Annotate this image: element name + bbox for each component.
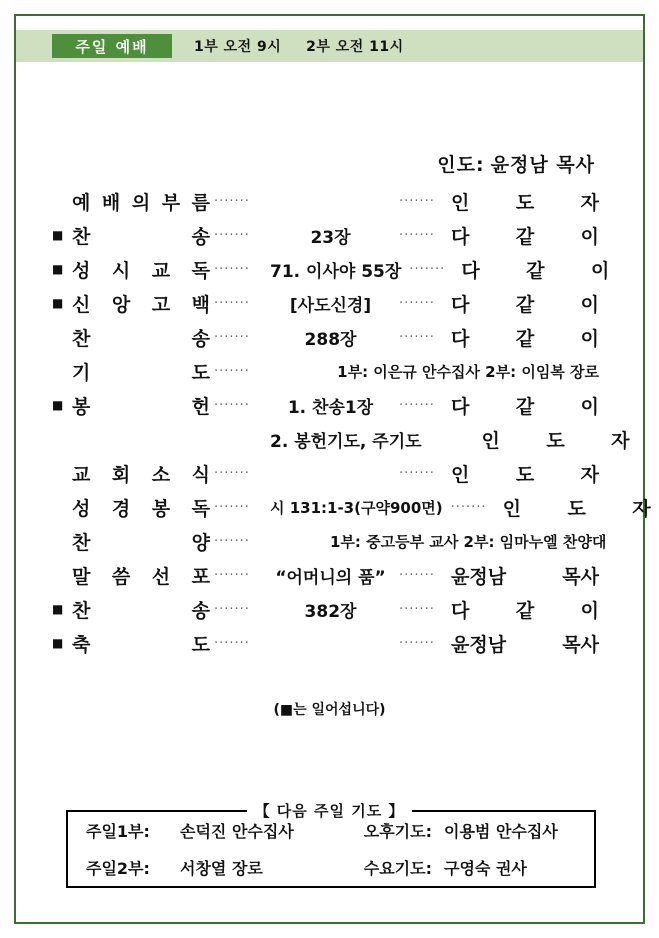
leader-dots-right: ······· (399, 601, 435, 617)
order-row (16, 558, 643, 592)
leader-dots-left: ······· (214, 261, 250, 277)
leader-dots-right: ······· (399, 329, 435, 345)
worship-leader (437, 150, 595, 177)
standing-note: (■는 일어섭니다) (273, 702, 386, 718)
order-item-assignee: 다 같 이 (451, 395, 599, 418)
order-item-assignee: 인 도 자 (481, 429, 630, 452)
order-item-label: 찬 송 (72, 327, 210, 350)
prayer-slot-person: 서창열 장로 (180, 859, 263, 878)
leader-dots-left: ······· (214, 635, 250, 651)
leader-dots-right: ······· (399, 193, 435, 209)
order-item-label: 말 씀 선 포 (72, 565, 210, 588)
prayer-slot-label: 주일1부: (86, 822, 150, 841)
order-item-detail: 시 131:1-3(구약900면) (270, 498, 443, 517)
prayer-slot-person: 구영숙 권사 (444, 859, 527, 878)
order-item-assignee (451, 630, 599, 657)
order-item-label: 성 경 봉 독 (72, 497, 210, 520)
assignee-name: 윤정남 (451, 565, 507, 588)
order-item-label: 찬 송 (72, 599, 210, 622)
order-item-label: 교 회 소 식 (72, 463, 210, 486)
leader-dots-right: ······· (399, 295, 435, 311)
order-item-assignee: 1부: 이은규 안수집사 2부: 이임복 장로 (337, 362, 599, 381)
leader-dots-right: ······· (399, 397, 435, 413)
leader-dots-left: ······· (214, 193, 250, 209)
leader-dots-left: ······· (214, 499, 250, 515)
order-item-detail: 382장 (304, 601, 357, 622)
order-item-label: 축 도 (72, 633, 210, 656)
order-item-assignee: 1부: 중고등부 교사 2부: 임마누엘 찬양대 (330, 532, 607, 551)
leader-dots-left: ······· (214, 533, 250, 549)
order-item-assignee: 다 같 이 (451, 225, 599, 248)
standing-square-icon: ■ (52, 296, 64, 310)
order-item-assignee: 인 도 자 (451, 191, 599, 214)
order-item-label: 신 앙 고 백 (72, 293, 210, 316)
prayer-row (68, 849, 594, 886)
leader-dots-right: ······· (399, 227, 435, 243)
order-row (16, 422, 643, 456)
leader-dots-right: ······· (399, 567, 435, 583)
leader-dots-left: ······· (214, 601, 250, 617)
order-row (16, 218, 643, 252)
order-row (16, 320, 643, 354)
order-item-assignee: 다 같 이 (451, 293, 599, 316)
leader-dots-right: ······· (450, 499, 487, 515)
prayer-section-title (16, 800, 643, 821)
page-frame (14, 14, 651, 924)
leader-dots-right: ······· (399, 465, 435, 481)
leader-dots-left: ······· (214, 227, 250, 243)
prayer-slot-person: 이용범 안수집사 (444, 822, 558, 841)
order-row (16, 184, 643, 218)
prayer-section-title-text: 【 다음 주일 기도 】 (247, 802, 413, 820)
order-item-label: 찬 송 (72, 225, 210, 248)
order-row (16, 524, 643, 558)
standing-square-icon: ■ (52, 602, 64, 616)
prayer-slot-label: 오후기도: (363, 822, 432, 841)
service-time-second: 2부 오전 11시 (306, 39, 404, 55)
assignee-name: 윤정남 (451, 633, 507, 656)
leader-dots-left: ······· (214, 567, 250, 583)
order-item-detail: 71. 이사야 55장 (270, 261, 402, 282)
standing-square-icon: ■ (52, 228, 64, 242)
order-row (16, 626, 643, 660)
assignee-title: 목사 (562, 565, 599, 588)
order-item-detail: 1. 찬송1장 (287, 397, 374, 418)
service-time-first: 1부 오전 9시 (194, 39, 282, 55)
order-item-label: 기 도 (72, 361, 210, 384)
assignee-title: 목사 (562, 633, 599, 656)
prayer-slot-label: 주일2부: (86, 859, 150, 878)
header-service-times (194, 36, 404, 56)
leader-dots-left: ······· (214, 465, 250, 481)
leader-dots-left: ······· (214, 295, 250, 311)
order-item-assignee: 인 도 자 (451, 463, 599, 486)
order-item-assignee (451, 562, 599, 589)
prayer-slot-label: 수요기도: (363, 859, 432, 878)
order-row (16, 456, 643, 490)
order-item-label: 찬 양 (72, 531, 210, 554)
order-item-label: 성 시 교 독 (72, 259, 210, 282)
header-tag: 주일 예배 (52, 34, 172, 58)
order-item-detail: [사도신경] (289, 295, 372, 316)
order-row (16, 388, 643, 422)
order-item-assignee: 인 도 자 (502, 497, 651, 520)
order-row (16, 286, 643, 320)
leader-dots-right: ······· (409, 261, 446, 277)
order-of-service (16, 184, 651, 660)
prayer-slot-person: 손덕진 안수집사 (180, 822, 294, 841)
order-row (16, 252, 643, 286)
order-item-label: 예 배 의 부 름 (72, 191, 210, 214)
standing-square-icon: ■ (52, 636, 64, 650)
standing-square-icon: ■ (52, 398, 64, 412)
order-item-detail: 23장 (310, 227, 351, 248)
order-item-assignee: 다 같 이 (451, 327, 599, 350)
order-item-detail: “어머니의 품” (275, 567, 386, 588)
worship-leader-label: 인도: (437, 154, 485, 176)
standing-square-icon: ■ (52, 262, 64, 276)
order-item-detail: 2. 봉헌기도, 주기도 (270, 431, 422, 452)
order-row (16, 490, 651, 524)
leader-dots-right: ······· (399, 635, 435, 651)
order-row (16, 354, 643, 388)
order-item-label: 봉 헌 (72, 395, 210, 418)
worship-leader-name: 윤정남 목사 (490, 154, 595, 176)
leader-dots-left: ······· (214, 397, 250, 413)
order-item-detail: 288장 (304, 329, 357, 350)
order-row (16, 592, 643, 626)
leader-dots-left: ······· (214, 329, 250, 345)
prayer-box (66, 810, 596, 888)
leader-dots-left: ······· (214, 363, 250, 379)
order-item-assignee: 다 같 이 (461, 259, 610, 282)
order-item-assignee: 다 같 이 (451, 599, 599, 622)
